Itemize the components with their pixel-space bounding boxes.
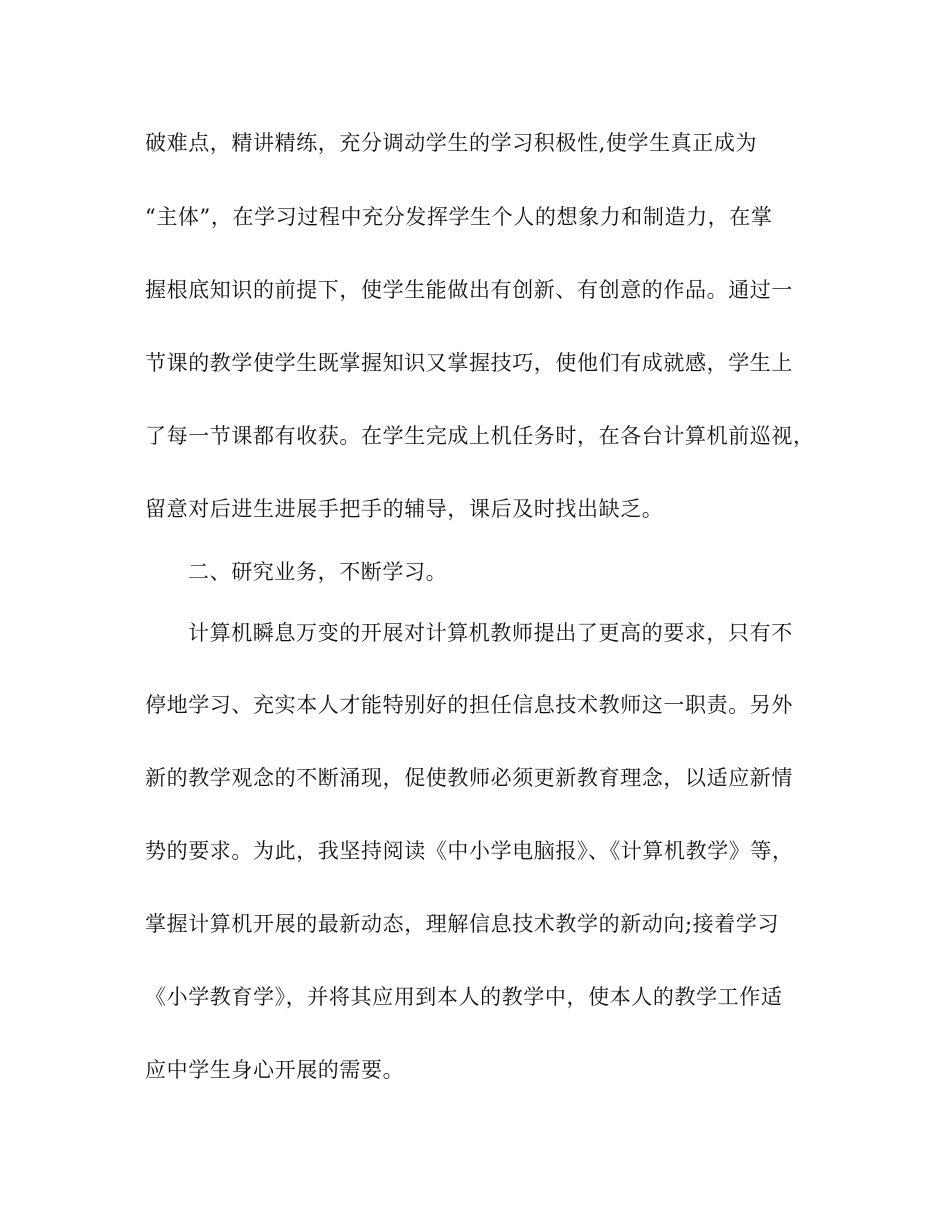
paragraph-line: 势的要求。为此，我坚持阅读《中小学电脑报》、《计算机教学》等， [145, 839, 794, 863]
paragraph-line: 留意对后进生进展手把手的辅导，课后及时找出缺乏。 [145, 497, 664, 521]
paragraph-line: 了每一节课都有收获。在学生完成上机任务时，在各台计算机前巡视， [145, 424, 815, 448]
paragraph-line: “主体”，在学习过程中充分发挥学生个人的想象力和制造力，在掌 [145, 205, 773, 229]
paragraph-line: 《小学教育学》，并将其应用到本人的教学中，使本人的教学工作适 [145, 985, 783, 1009]
section-heading: 二、研究业务，不断学习。 [188, 560, 448, 584]
paragraph-line: 节课的教学使学生既掌握知识又掌握技巧，使他们有成就感，学生上 [145, 351, 793, 375]
paragraph-line: 掌握计算机开展的最新动态，理解信息技术教学的新动向;接着学习 [145, 912, 780, 936]
paragraph-line: 握根底知识的前提下，使学生能做出有创新、有创意的作品。通过一 [145, 278, 793, 302]
paragraph-line: 破难点，精讲精练，充分调动学生的学习积极性,使学生真正成为 [145, 131, 758, 155]
paragraph-line: 应中学生身心开展的需要。 [145, 1058, 405, 1082]
paragraph-line: 新的教学观念的不断涌现，促使教师必须更新教育理念，以适应新情 [145, 766, 793, 790]
paragraph-line: 停地学习、充实本人才能特别好的担任信息技术教师这一职责。另外 [145, 693, 793, 717]
paragraph-line: 计算机瞬息万变的开展对计算机教师提出了更高的要求，只有不 [188, 621, 793, 645]
